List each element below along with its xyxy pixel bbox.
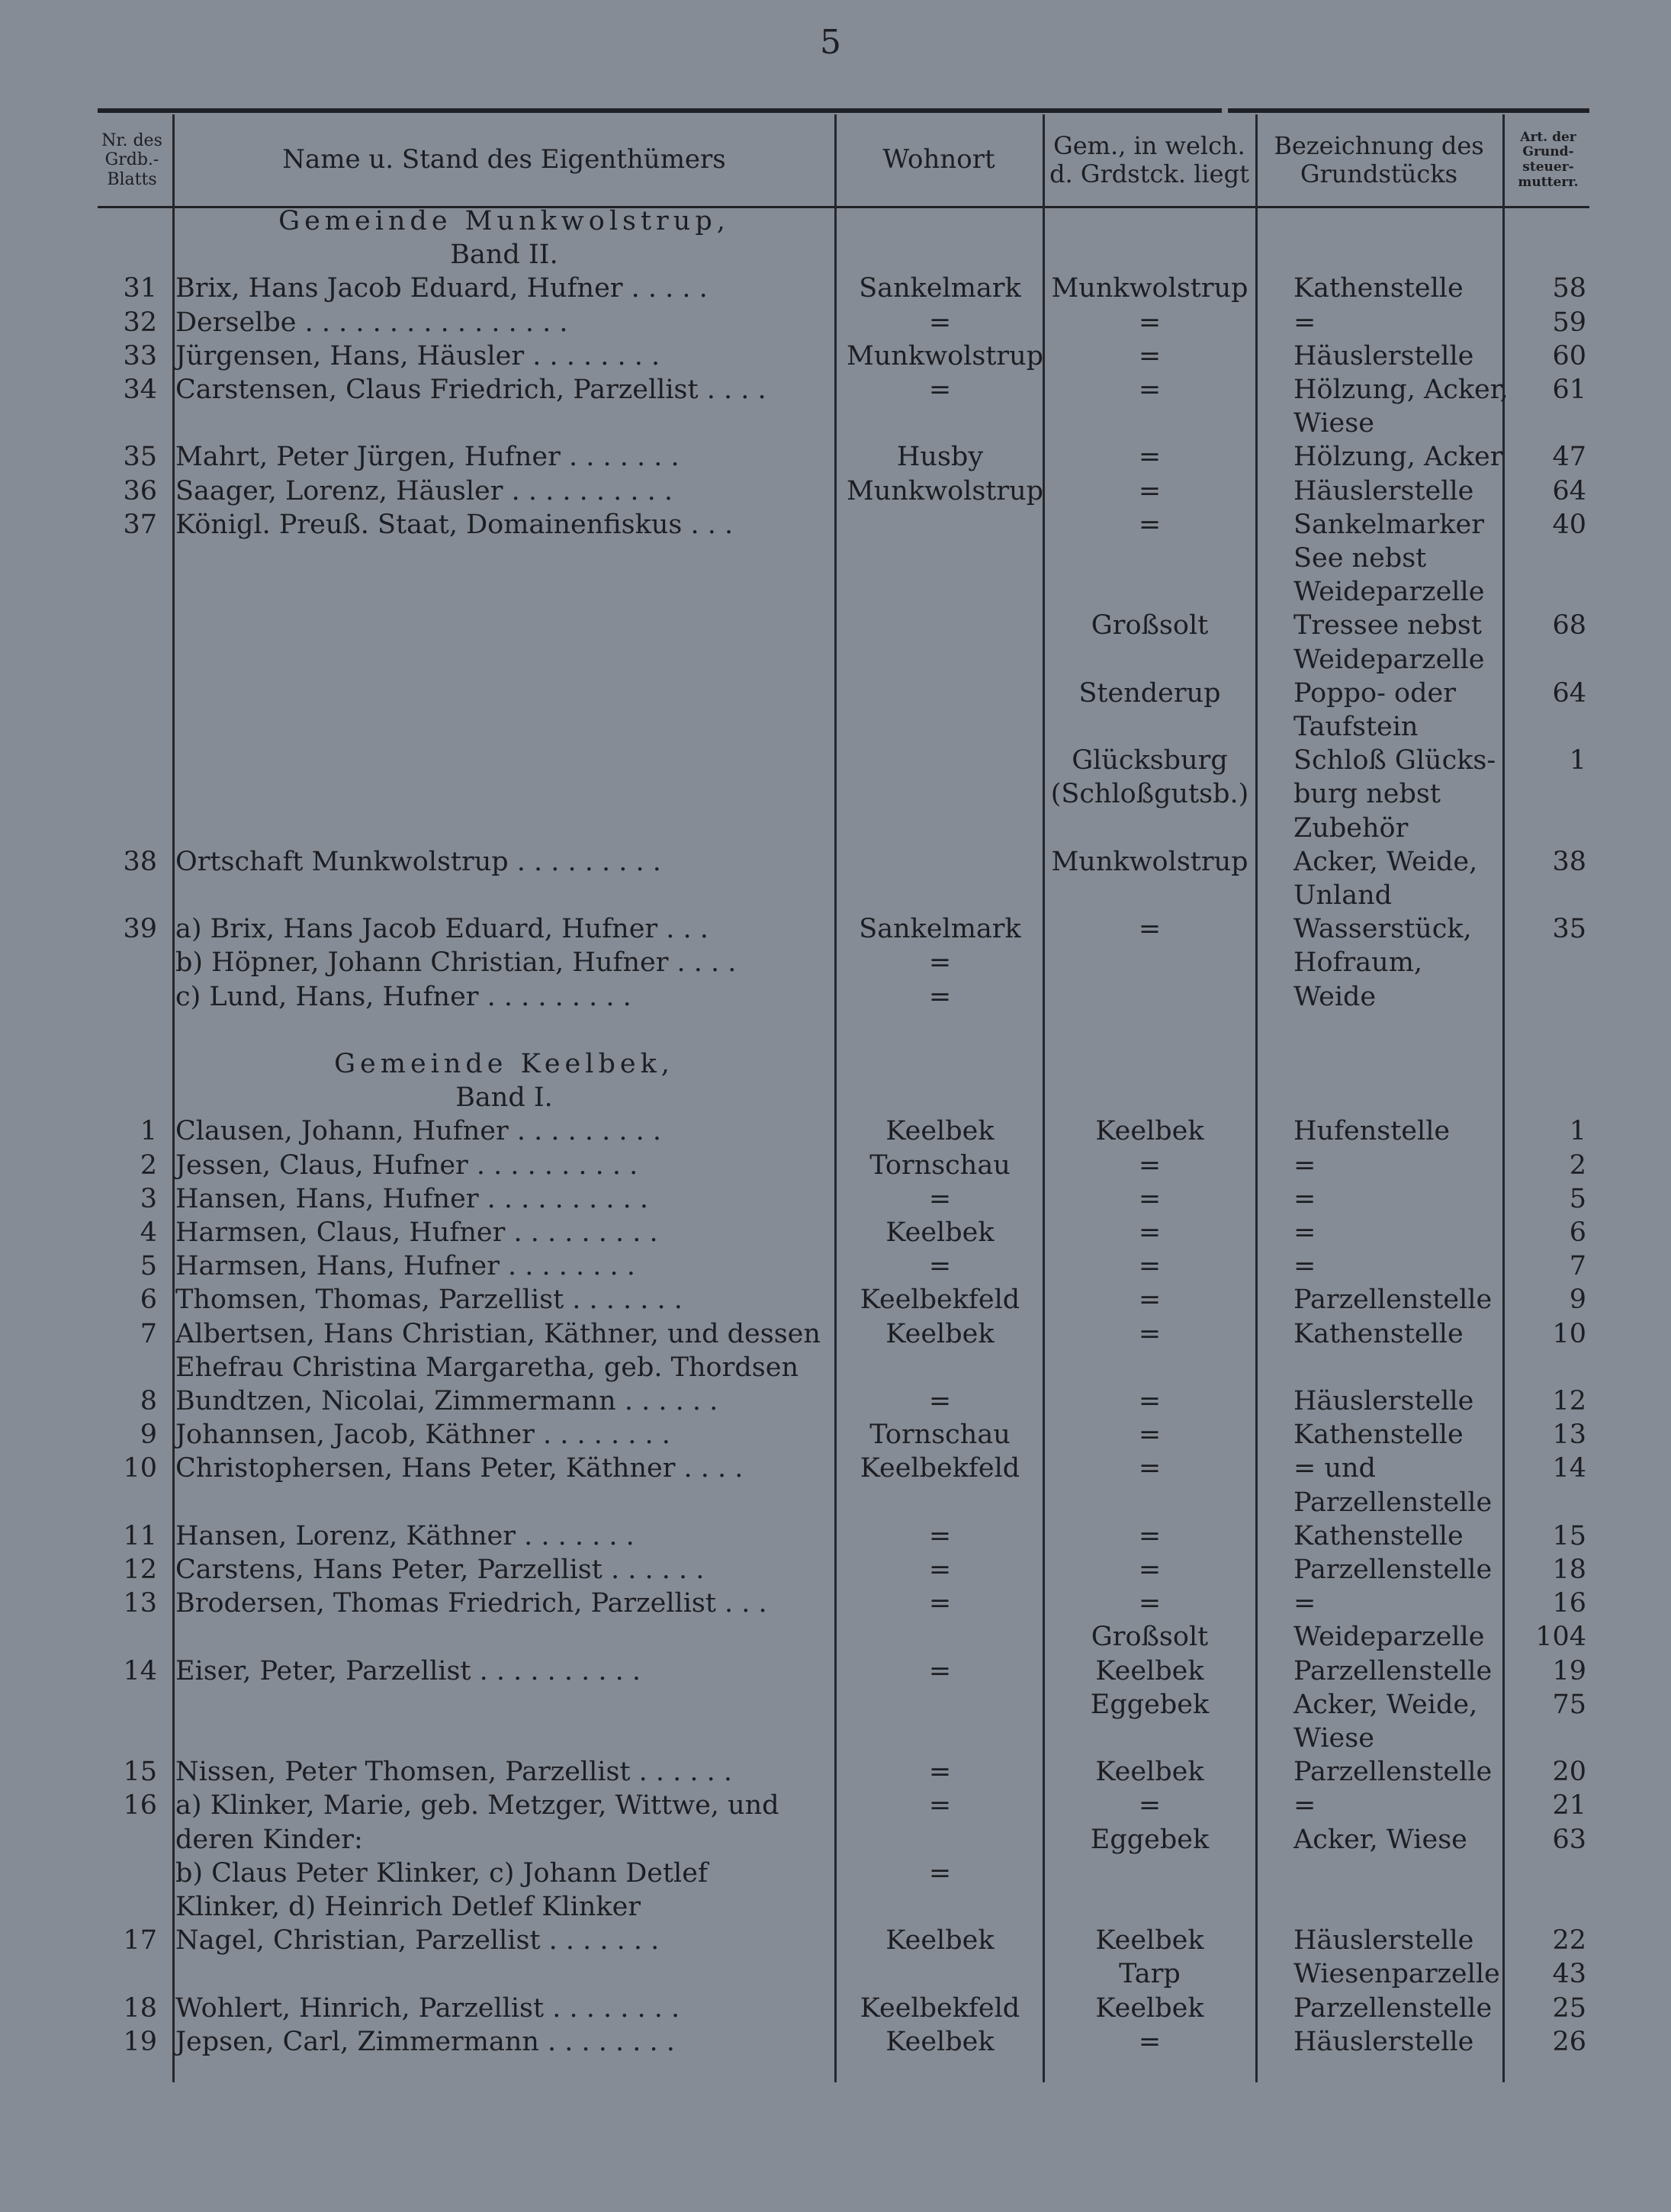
row-bezeichnung: Häuslerstelle [1293, 1386, 1474, 1416]
row-wohnort: = [928, 1386, 952, 1416]
row-bezeichnung: Weide [1293, 981, 1377, 1012]
row-artikel: 64 [1552, 677, 1586, 709]
row-bezeichnung: Hofraum, [1293, 947, 1423, 979]
row-gemeinde: = [1138, 1790, 1162, 1821]
row-artikel: 58 [1552, 273, 1586, 304]
row-gemeinde: = [1138, 1453, 1162, 1484]
header-artikel: Art. der Grund- steuer- mutterr. [1518, 129, 1579, 190]
table-row [0, 1688, 1671, 1722]
row-bezeichnung: See nebst [1293, 543, 1427, 574]
row-bezeichnung: Hölzung, Acker, [1293, 375, 1509, 405]
row-artikel: 18 [1552, 1555, 1586, 1585]
row-name: Nissen, Peter Thomsen, Parzellist . . . . . . [175, 1757, 733, 1788]
band-title: Band II. [450, 240, 558, 271]
row-gemeinde: = [1138, 1520, 1162, 1551]
row-wohnort: = [928, 307, 952, 338]
row-bezeichnung: burg nebst [1293, 779, 1441, 810]
row-gemeinde: = [1138, 1555, 1162, 1585]
table-row [0, 1890, 1671, 1924]
row-nr: 10 [123, 1453, 157, 1484]
row-gemeinde: = [1138, 1217, 1162, 1248]
row-name: a) Klinker, Marie, geb. Metzger, Wittwe, und [175, 1790, 779, 1821]
row-gemeinde: = [1138, 1386, 1162, 1416]
row-nr: 32 [123, 307, 157, 338]
header-name: Name u. Stand des Eigenthümers [282, 144, 726, 175]
row-nr: 9 [140, 1419, 157, 1451]
row-bezeichnung: Weideparzelle [1293, 644, 1485, 675]
row-bezeichnung: = [1293, 1588, 1316, 1619]
row-name: Königl. Preuß. Staat, Domainenfiskus . . . [175, 509, 734, 540]
row-wohnort: Husby [896, 442, 984, 473]
row-artikel: 1 [1569, 745, 1586, 776]
row-gemeinde: Keelbek [1095, 1925, 1204, 1956]
row-nr: 31 [123, 273, 157, 304]
row-name: a) Brix, Hans Jacob Eduard, Hufner . . . [175, 914, 709, 945]
row-artikel: 15 [1552, 1520, 1586, 1551]
table-row [0, 1384, 1671, 1418]
row-wohnort: Keelbek [885, 2026, 995, 2057]
row-name: Klinker, d) Heinrich Detlef Klinker [175, 1892, 641, 1922]
row-artikel: 9 [1569, 1284, 1586, 1316]
row-nr: 12 [123, 1555, 157, 1585]
row-bezeichnung: Taufstein [1293, 712, 1419, 742]
row-gemeinde: Tarp [1119, 1959, 1181, 1990]
row-nr: 17 [123, 1925, 157, 1956]
row-bezeichnung: Tressee nebst [1293, 610, 1482, 641]
row-name: c) Lund, Hans, Hufner . . . . . . . . . [175, 981, 631, 1012]
row-nr: 37 [123, 509, 157, 540]
row-nr: 3 [140, 1183, 157, 1214]
row-nr: 18 [123, 1992, 157, 2024]
row-wohnort: Keelbekfeld [860, 1284, 1020, 1316]
row-artikel: 40 [1552, 509, 1586, 540]
row-name: Eiser, Peter, Parzellist . . . . . . . . . . [175, 1655, 641, 1686]
table-row [0, 1992, 1671, 2025]
row-name: Nagel, Christian, Parzellist . . . . . . . [175, 1925, 660, 1956]
row-bezeichnung: Häuslerstelle [1293, 475, 1474, 506]
row-artikel: 64 [1552, 475, 1586, 506]
row-bezeichnung: = [1293, 1183, 1316, 1214]
row-bezeichnung: Unland [1293, 880, 1393, 911]
section-title: Gemeinde Keelbek, [334, 1049, 674, 1079]
row-nr: 19 [123, 2026, 157, 2057]
row-gemeinde: = [1138, 1183, 1162, 1214]
row-bezeichnung: Wiesenparzelle [1293, 1959, 1500, 1990]
row-nr: 2 [140, 1149, 157, 1181]
row-gemeinde: Eggebek [1090, 1689, 1210, 1720]
header-bezeichnung: Bezeichnung des Grundstücks [1274, 131, 1484, 188]
table-row [0, 946, 1671, 979]
row-artikel: 35 [1552, 914, 1586, 945]
row-name: Bundtzen, Nicolai, Zimmermann . . . . . . [175, 1386, 718, 1416]
row-wohnort: Sankelmark [859, 914, 1021, 945]
table-row [0, 407, 1671, 440]
row-bezeichnung: = [1293, 1790, 1316, 1821]
row-name: Jepsen, Carl, Zimmermann . . . . . . . . [175, 2026, 675, 2057]
row-nr: 7 [140, 1318, 157, 1349]
table-row [0, 1823, 1671, 1857]
row-nr: 38 [123, 846, 157, 877]
row-bezeichnung: Häuslerstelle [1293, 340, 1474, 371]
row-gemeinde: = [1138, 375, 1162, 405]
row-gemeinde: Keelbek [1095, 1992, 1204, 2024]
table-row [0, 912, 1671, 946]
row-bezeichnung: Weideparzelle [1293, 577, 1485, 608]
table-row [0, 1857, 1671, 1890]
row-artikel: 16 [1552, 1588, 1586, 1619]
row-bezeichnung: Wiese [1293, 1723, 1374, 1754]
row-wohnort: = [928, 1251, 952, 1282]
row-wohnort: = [928, 1655, 952, 1686]
row-bezeichnung: Kathenstelle [1293, 1419, 1464, 1451]
row-wohnort: Keelbek [885, 1925, 995, 1956]
row-artikel: 12 [1552, 1386, 1586, 1416]
row-artikel: 10 [1552, 1318, 1586, 1349]
row-name: Derselbe . . . . . . . . . . . . . . . . [175, 307, 568, 338]
row-gemeinde: = [1138, 1251, 1162, 1282]
row-wohnort: = [928, 1183, 952, 1214]
row-name: Mahrt, Peter Jürgen, Hufner . . . . . . . [175, 442, 680, 473]
row-artikel: 2 [1569, 1149, 1586, 1181]
row-gemeinde: = [1138, 340, 1162, 371]
header-gemeinde: Gem., in welch. d. Grdstck. liegt [1049, 131, 1249, 188]
row-name: Hansen, Hans, Hufner . . . . . . . . . . [175, 1183, 649, 1214]
row-bezeichnung: Sankelmarker [1293, 509, 1484, 540]
row-nr: 33 [123, 340, 157, 371]
row-gemeinde: Keelbek [1095, 1116, 1204, 1147]
table-row [0, 1081, 1671, 1114]
row-artikel: 61 [1552, 375, 1586, 405]
row-gemeinde: Großsolt [1091, 1622, 1209, 1653]
top-rule-left [98, 108, 1222, 113]
table-row [0, 1418, 1671, 1452]
table-row [0, 744, 1671, 777]
row-name: Brodersen, Thomas Friedrich, Parzellist . . . [175, 1588, 767, 1619]
row-artikel: 6 [1569, 1217, 1586, 1248]
row-gemeinde: = [1138, 1284, 1162, 1316]
row-bezeichnung: Parzellenstelle [1293, 1487, 1493, 1518]
row-bezeichnung: = [1293, 1217, 1316, 1248]
row-nr: 15 [123, 1757, 157, 1788]
band-title: Band I. [455, 1082, 553, 1114]
row-artikel: 21 [1552, 1790, 1586, 1821]
row-artikel: 13 [1552, 1419, 1586, 1451]
row-wohnort: = [928, 1757, 952, 1788]
row-gemeinde: = [1138, 307, 1162, 338]
table-row [0, 1957, 1671, 1991]
table-row [0, 1789, 1671, 1822]
row-artikel: 25 [1552, 1992, 1586, 2024]
table-row [0, 440, 1671, 474]
row-bezeichnung: Hufenstelle [1293, 1116, 1451, 1147]
row-wohnort: = [928, 981, 952, 1012]
row-nr: 1 [140, 1116, 157, 1147]
row-gemeinde: Eggebek [1090, 1824, 1210, 1855]
row-bezeichnung: Poppo- oder [1293, 677, 1456, 709]
row-nr: 16 [123, 1790, 157, 1821]
row-wohnort: Keelbek [885, 1217, 995, 1248]
row-wohnort: = [928, 375, 952, 405]
table-row [0, 306, 1671, 339]
row-bezeichnung: = [1293, 1251, 1316, 1282]
table-row [0, 1924, 1671, 1957]
table-row [0, 777, 1671, 811]
row-name: b) Höpner, Johann Christian, Hufner . . . . [175, 947, 737, 979]
row-nr: 34 [123, 375, 157, 405]
table-row [0, 845, 1671, 879]
row-gemeinde: = [1138, 1419, 1162, 1451]
table-row [0, 1182, 1671, 1216]
row-name: Brix, Hans Jacob Eduard, Hufner . . . . . [175, 273, 708, 304]
row-name: Thomsen, Thomas, Parzellist . . . . . . . [175, 1284, 683, 1316]
row-gemeinde: = [1138, 442, 1162, 473]
row-wohnort: = [928, 1588, 952, 1619]
row-nr: 4 [140, 1217, 157, 1248]
row-gemeinde: Stenderup [1078, 677, 1221, 709]
row-gemeinde: = [1138, 509, 1162, 540]
table-row [0, 2025, 1671, 2059]
row-gemeinde: = [1138, 914, 1162, 945]
table-row [0, 575, 1671, 609]
row-gemeinde: (Schloßgutsb.) [1050, 779, 1249, 810]
row-bezeichnung: Parzellenstelle [1293, 1655, 1493, 1686]
row-artikel: 7 [1569, 1251, 1586, 1282]
row-bezeichnung: Hölzung, Acker [1293, 442, 1503, 473]
row-nr: 36 [123, 475, 157, 506]
row-bezeichnung: Kathenstelle [1293, 1520, 1464, 1551]
table-row [0, 1351, 1671, 1384]
row-name: Wohlert, Hinrich, Parzellist . . . . . . . . [175, 1992, 680, 2024]
row-wohnort: Keelbek [885, 1116, 995, 1147]
row-gemeinde: = [1138, 2026, 1162, 2057]
page-number: 5 [820, 23, 841, 62]
row-artikel: 22 [1552, 1925, 1586, 1956]
row-name: Hansen, Lorenz, Käthner . . . . . . . [175, 1520, 635, 1551]
row-bezeichnung: = [1293, 307, 1316, 338]
row-bezeichnung: Parzellenstelle [1293, 1757, 1493, 1788]
table-row [0, 474, 1671, 508]
row-artikel: 5 [1569, 1183, 1586, 1214]
row-nr: 35 [123, 442, 157, 473]
row-bezeichnung: Kathenstelle [1293, 1318, 1464, 1349]
row-gemeinde: Keelbek [1095, 1757, 1204, 1788]
table-row [0, 508, 1671, 542]
row-gemeinde: Munkwolstrup [1051, 846, 1248, 877]
row-bezeichnung: = [1293, 1149, 1316, 1181]
row-name: Harmsen, Claus, Hufner . . . . . . . . . [175, 1217, 658, 1248]
row-bezeichnung: Parzellenstelle [1293, 1284, 1493, 1316]
row-nr: 5 [140, 1251, 157, 1282]
table-row [0, 710, 1671, 744]
row-name: b) Claus Peter Klinker, c) Johann Detlef [175, 1857, 708, 1889]
row-name: Ehefrau Christina Margaretha, geb. Thordsen [175, 1352, 799, 1383]
row-bezeichnung: Weideparzelle [1293, 1622, 1485, 1653]
row-gemeinde: = [1138, 1588, 1162, 1619]
row-bezeichnung: Acker, Weide, [1293, 1689, 1478, 1720]
row-name: Ortschaft Munkwolstrup . . . . . . . . . [175, 846, 661, 877]
row-artikel: 26 [1552, 2026, 1586, 2057]
table-row [0, 1486, 1671, 1519]
table-row [0, 1452, 1671, 1485]
table-row [0, 339, 1671, 373]
table-row [0, 1722, 1671, 1755]
row-name: Jessen, Claus, Hufner . . . . . . . . . . [175, 1149, 638, 1181]
row-nr: 11 [123, 1520, 157, 1551]
table-row [0, 812, 1671, 845]
row-artikel: 75 [1552, 1689, 1586, 1720]
top-rule-right [1228, 108, 1589, 113]
header-wohnort: Wohnort [882, 144, 995, 175]
row-bezeichnung: Häuslerstelle [1293, 1925, 1474, 1956]
row-artikel: 43 [1552, 1959, 1586, 1990]
table-row [0, 1519, 1671, 1553]
row-name: Jürgensen, Hans, Häusler . . . . . . . . [175, 340, 660, 371]
row-bezeichnung: Parzellenstelle [1293, 1992, 1493, 2024]
table-row [0, 542, 1671, 575]
row-gemeinde: Großsolt [1091, 610, 1209, 641]
row-artikel: 47 [1552, 442, 1586, 473]
row-artikel: 60 [1552, 340, 1586, 371]
row-name: Saager, Lorenz, Häusler . . . . . . . . . . [175, 475, 673, 506]
row-nr: 6 [140, 1284, 157, 1316]
row-name: deren Kinder: [175, 1824, 363, 1855]
header-nr: Nr. des Grdb.- Blatts [101, 131, 162, 189]
table-row [0, 1755, 1671, 1789]
row-bezeichnung: Acker, Wiese [1293, 1824, 1467, 1855]
table-row [0, 272, 1671, 305]
table-row [0, 1047, 1671, 1081]
row-wohnort: Keelbekfeld [860, 1453, 1020, 1484]
row-bezeichnung: Kathenstelle [1293, 273, 1464, 304]
table-row [0, 1283, 1671, 1317]
table-row [0, 677, 1671, 710]
row-bezeichnung: Schloß Glücks- [1293, 745, 1496, 776]
row-wohnort: Sankelmark [859, 273, 1021, 304]
table-row [0, 1216, 1671, 1249]
table-row [0, 1654, 1671, 1688]
row-gemeinde: = [1138, 475, 1162, 506]
row-artikel: 68 [1552, 610, 1586, 641]
table-row [0, 1620, 1671, 1654]
row-bezeichnung: Wasserstück, [1293, 914, 1472, 945]
table-row [0, 980, 1671, 1014]
row-name: Christophersen, Hans Peter, Käthner . . . . [175, 1453, 744, 1484]
row-wohnort: = [928, 1555, 952, 1585]
table-row [0, 373, 1671, 407]
table-row [0, 204, 1671, 238]
row-wohnort: Munkwolstrup [847, 340, 1044, 371]
row-artikel: 38 [1552, 846, 1586, 877]
row-bezeichnung: Zubehör [1293, 812, 1409, 844]
table-row [0, 1317, 1671, 1351]
table-row [0, 1249, 1671, 1283]
row-gemeinde: = [1138, 1318, 1162, 1349]
row-nr: 13 [123, 1588, 157, 1619]
table-row [0, 609, 1671, 642]
table-row [0, 1014, 1671, 1047]
row-wohnort: Tornschau [869, 1149, 1011, 1181]
section-title: Gemeinde Munkwolstrup, [278, 206, 730, 236]
row-name: Carstens, Hans Peter, Parzellist . . . . . . [175, 1555, 705, 1585]
row-nr: 39 [123, 914, 157, 945]
row-wohnort: Tornschau [869, 1419, 1011, 1451]
row-name: Johannsen, Jacob, Käthner . . . . . . . . [175, 1419, 670, 1451]
table-row [0, 1114, 1671, 1148]
row-wohnort: = [928, 1790, 952, 1821]
table-row [0, 1587, 1671, 1620]
row-artikel: 20 [1552, 1757, 1586, 1788]
row-wohnort: Keelbek [885, 1318, 995, 1349]
row-bezeichnung: Wiese [1293, 408, 1374, 439]
row-artikel: 59 [1552, 307, 1586, 338]
table-row [0, 643, 1671, 677]
table-row [0, 1149, 1671, 1182]
row-name: Clausen, Johann, Hufner . . . . . . . . . [175, 1116, 661, 1147]
row-gemeinde: Munkwolstrup [1051, 273, 1248, 304]
row-bezeichnung: Acker, Weide, [1293, 846, 1478, 877]
row-bezeichnung: Parzellenstelle [1293, 1555, 1493, 1585]
row-gemeinde: Keelbek [1095, 1655, 1204, 1686]
row-bezeichnung: = und [1293, 1453, 1376, 1484]
row-artikel: 104 [1535, 1622, 1586, 1653]
row-artikel: 63 [1552, 1824, 1586, 1855]
row-artikel: 19 [1552, 1655, 1586, 1686]
table-row [0, 879, 1671, 912]
row-gemeinde: Glücksburg [1072, 745, 1228, 776]
row-wohnort: = [928, 1857, 952, 1889]
row-nr: 14 [123, 1655, 157, 1686]
row-name: Albertsen, Hans Christian, Käthner, und dessen [175, 1318, 821, 1349]
row-name: Carstensen, Claus Friedrich, Parzellist . . . . [175, 375, 766, 405]
row-wohnort: Munkwolstrup [847, 475, 1044, 506]
row-wohnort: = [928, 947, 952, 979]
table-row [0, 238, 1671, 272]
row-bezeichnung: Häuslerstelle [1293, 2026, 1474, 2057]
row-nr: 8 [140, 1386, 157, 1416]
row-artikel: 1 [1569, 1116, 1586, 1147]
row-gemeinde: = [1138, 1149, 1162, 1181]
row-wohnort: = [928, 1520, 952, 1551]
table-row [0, 1553, 1671, 1587]
row-wohnort: Keelbekfeld [860, 1992, 1020, 2024]
row-name: Harmsen, Hans, Hufner . . . . . . . . [175, 1251, 635, 1282]
row-artikel: 14 [1552, 1453, 1586, 1484]
